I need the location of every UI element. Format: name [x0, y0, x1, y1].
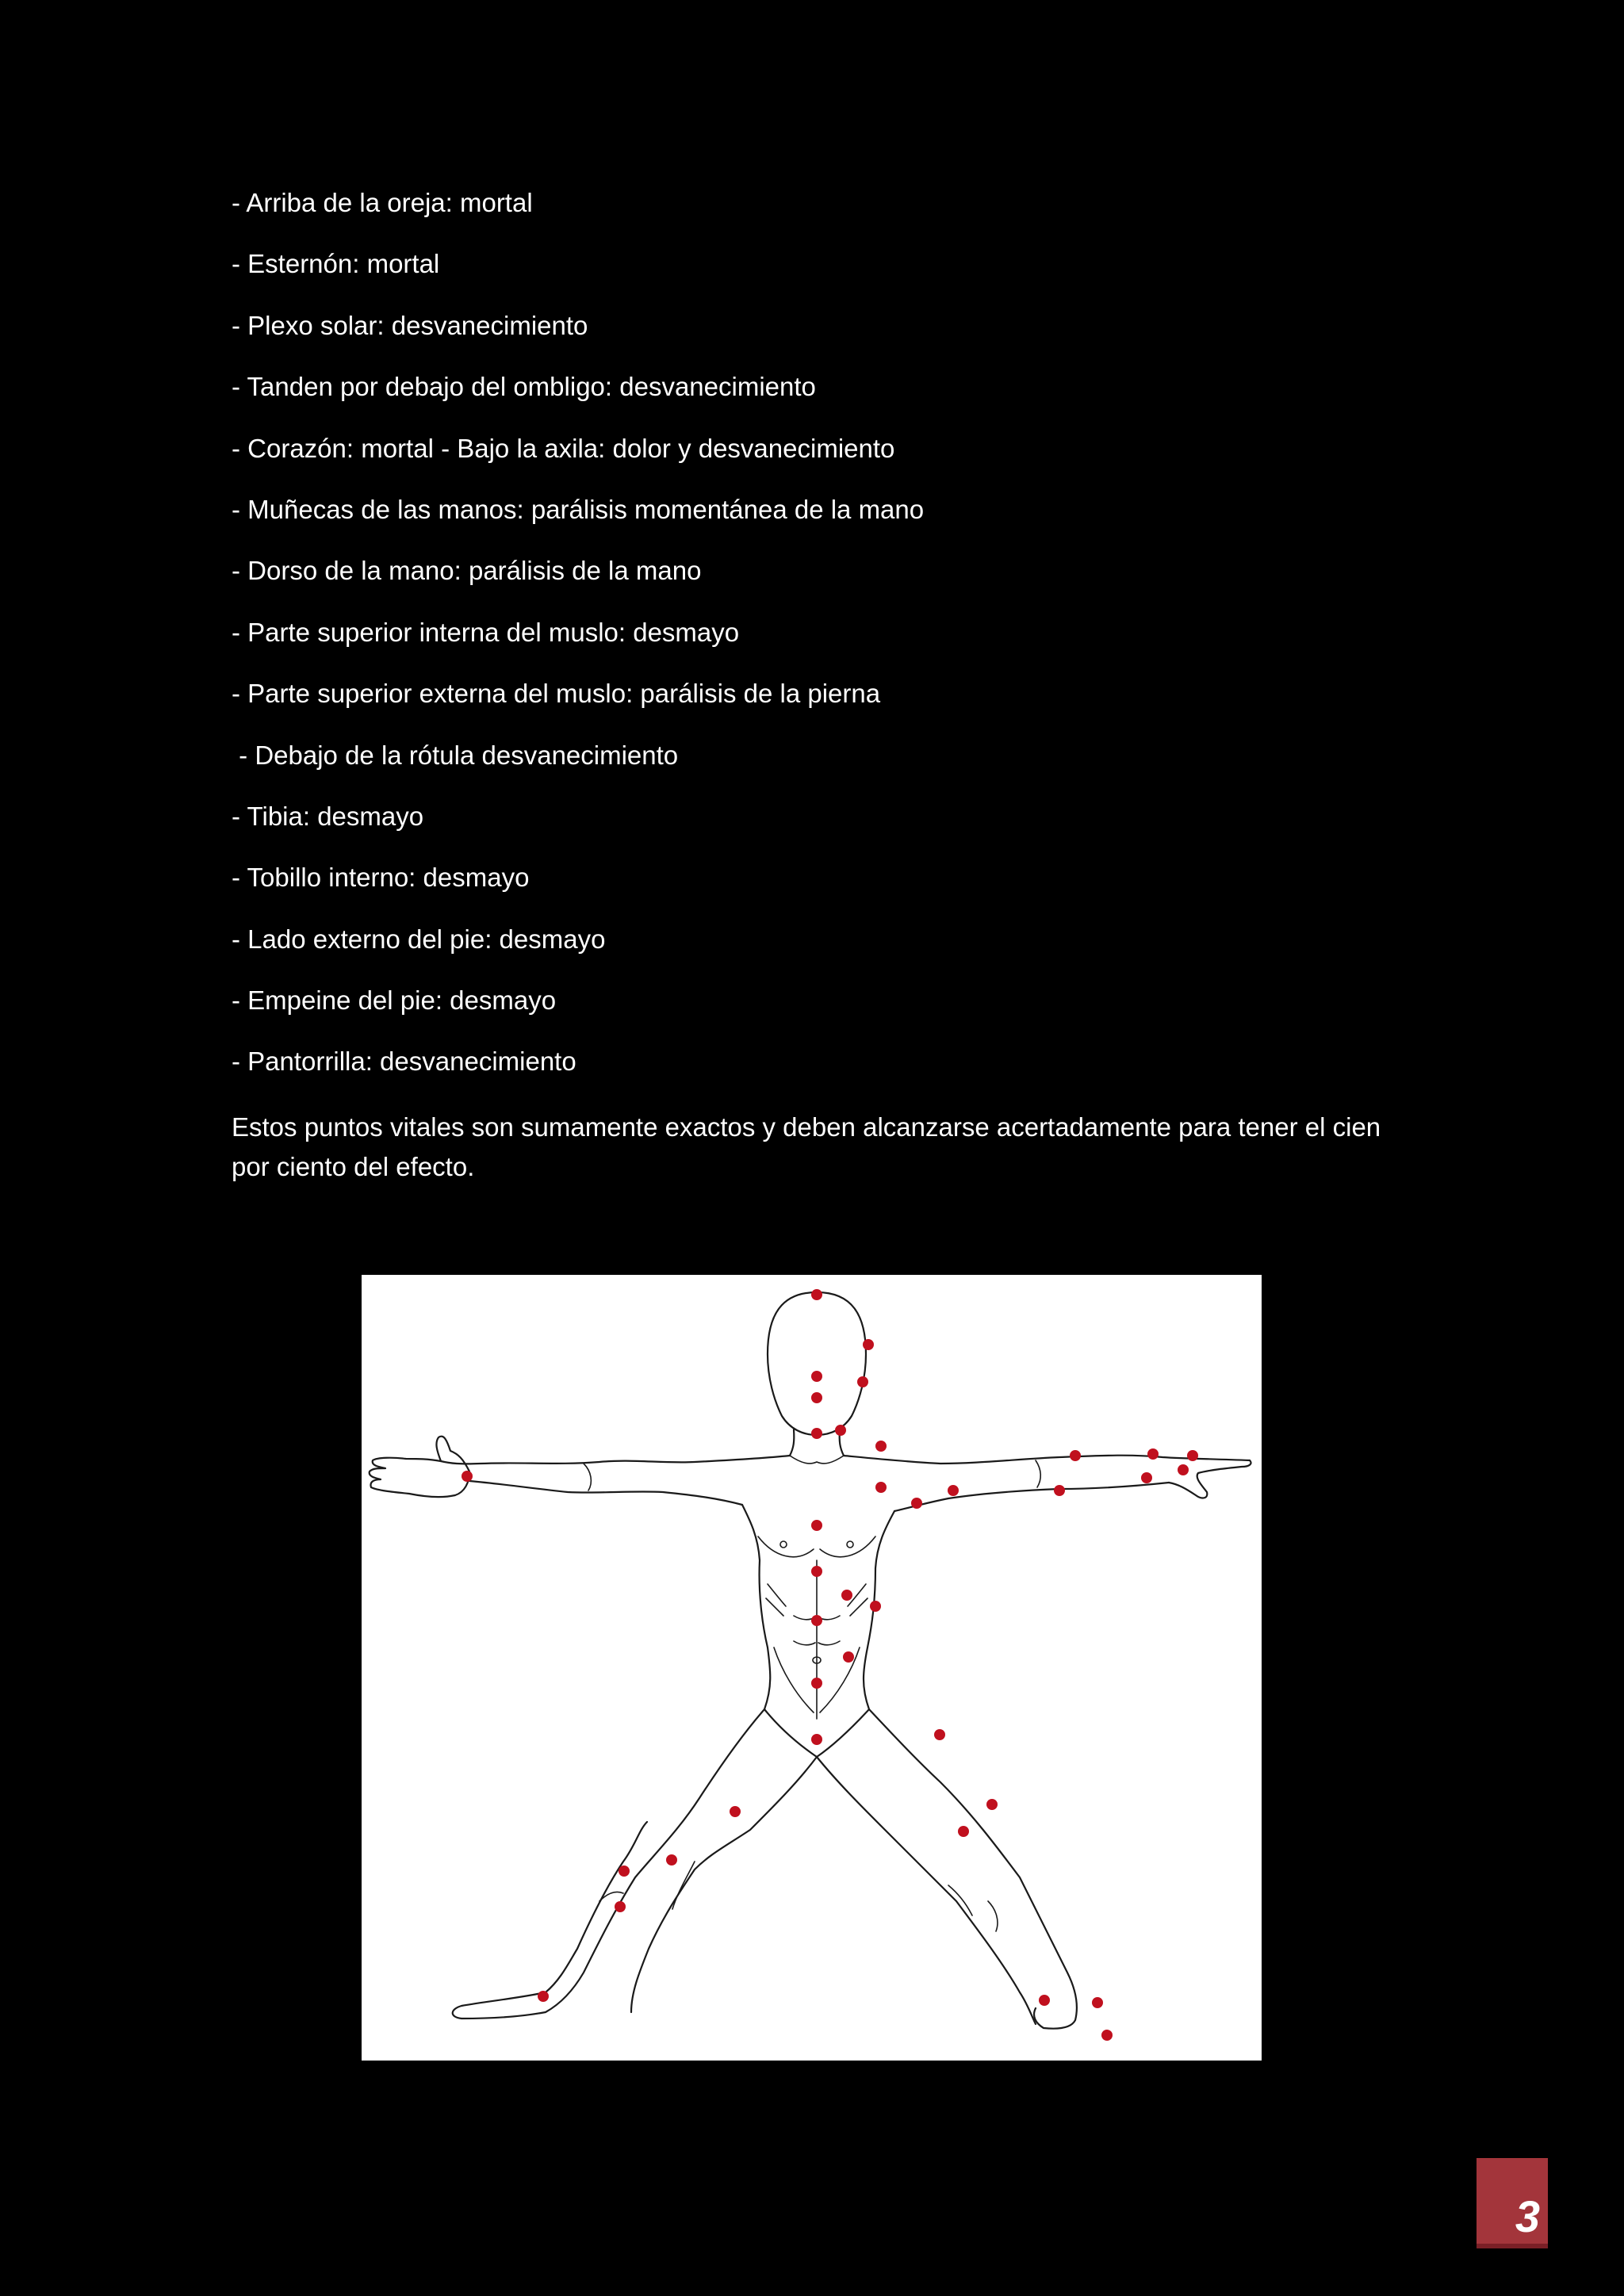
list-item: - Corazón: mortal - Bajo la axila: dolor y desvanecimiento	[232, 433, 895, 463]
vital-point-marker	[1092, 1997, 1103, 2008]
left-leg-inner	[631, 1757, 817, 2012]
hip-line-left	[774, 1647, 814, 1712]
text-column	[232, 187, 1397, 1187]
right-leg-inner	[817, 1757, 1036, 2024]
list-item: - Debajo de la rótula desvanecimiento	[232, 740, 679, 770]
ab-line-2l	[794, 1641, 815, 1645]
list-item: - Parte superior interna del muslo: desmayo	[232, 617, 740, 647]
nipple-left	[780, 1541, 787, 1548]
list-item: - Pantorrilla: desvanecimiento	[232, 1047, 576, 1077]
vital-point-marker	[811, 1678, 822, 1689]
vital-point-marker	[948, 1485, 959, 1496]
vital-point-marker	[811, 1615, 822, 1626]
vital-point-marker	[1147, 1448, 1159, 1460]
vital-point-marker	[811, 1428, 822, 1439]
vital-point-marker	[870, 1601, 881, 1612]
vital-point-marker	[843, 1651, 854, 1663]
nipple-right	[847, 1541, 853, 1548]
right-leg-outer	[869, 1709, 1077, 2029]
vital-point-marker	[811, 1392, 822, 1403]
vital-point-marker	[934, 1729, 945, 1740]
right-knee	[988, 1901, 998, 1931]
vital-point-marker	[1178, 1464, 1189, 1475]
vital-point-marker	[1101, 2030, 1113, 2041]
left-bicep	[584, 1464, 591, 1490]
vital-point-marker	[857, 1376, 868, 1387]
list-item: - Plexo solar: desvanecimiento	[232, 310, 588, 340]
vital-point-marker	[911, 1498, 922, 1509]
left-leg-outer	[453, 1709, 764, 2019]
vital-point-marker	[986, 1799, 998, 1810]
vital-points-list	[232, 187, 1397, 1077]
list-item: - Dorso de la mano: parálisis de la mano	[232, 556, 702, 586]
right-bicep	[1036, 1460, 1040, 1487]
list-item: - Empeine del pie: desmayo	[232, 985, 557, 1016]
vital-point-marker	[462, 1471, 473, 1482]
torso-left	[742, 1505, 770, 1709]
vital-point-marker	[841, 1590, 852, 1601]
vital-point-marker	[811, 1734, 822, 1745]
page-number: 3	[1515, 2191, 1540, 2241]
vital-point-marker	[958, 1826, 969, 1837]
vital-point-marker	[619, 1866, 630, 1877]
ab-line-2r	[818, 1641, 840, 1645]
vital-point-marker	[1187, 1450, 1198, 1461]
right-thigh-line	[948, 1885, 972, 1915]
vital-point-marker	[615, 1901, 626, 1912]
page-number-badge	[1477, 2158, 1548, 2248]
vital-point-marker	[863, 1339, 874, 1350]
human-figure-illustration	[362, 1275, 1262, 2061]
list-item: - Tanden por debajo del ombligo: desvanecimiento	[232, 372, 816, 402]
vital-point-marker	[1039, 1995, 1050, 2006]
vital-point-marker	[730, 1806, 741, 1817]
vital-point-marker	[835, 1425, 846, 1436]
list-item: - Muñecas de las manos: parálisis momentánea de la mano	[232, 494, 925, 524]
vital-point-marker	[875, 1441, 887, 1452]
vital-point-marker	[875, 1482, 887, 1493]
vital-point-marker	[538, 1991, 549, 2002]
list-item: - Lado externo del pie: desmayo	[232, 924, 606, 954]
vital-point-marker	[811, 1289, 822, 1300]
closing-paragraph: Estos puntos vitales son sumamente exactos y deben alcanzarse acertadamente para tener el cien por ciento del efecto.	[232, 1112, 1381, 1181]
left-arm-top	[441, 1456, 790, 1464]
head-outline	[768, 1292, 866, 1435]
right-arm-bottom	[894, 1483, 1169, 1511]
vital-point-marker	[1141, 1472, 1152, 1483]
collarbones	[790, 1456, 844, 1464]
neck-left	[790, 1429, 794, 1456]
list-item: - Parte superior externa del muslo: parálisis de la pierna	[232, 679, 881, 709]
list-item: - Tibia: desmayo	[232, 801, 424, 831]
list-item: - Arriba de la oreja: mortal	[232, 188, 533, 217]
vital-point-marker	[666, 1854, 677, 1866]
vital-point-marker	[811, 1566, 822, 1577]
list-item: - Esternón: mortal	[232, 249, 440, 279]
vital-point-marker	[1054, 1485, 1065, 1496]
list-item: - Tobillo interno: desmayo	[232, 863, 530, 893]
left-arm-bottom	[469, 1481, 742, 1505]
vital-point-marker	[811, 1371, 822, 1382]
vital-point-marker	[1070, 1450, 1081, 1461]
vital-point-marker	[811, 1520, 822, 1531]
left-hand	[370, 1437, 469, 1497]
body-vital-points-figure	[362, 1275, 1262, 2061]
